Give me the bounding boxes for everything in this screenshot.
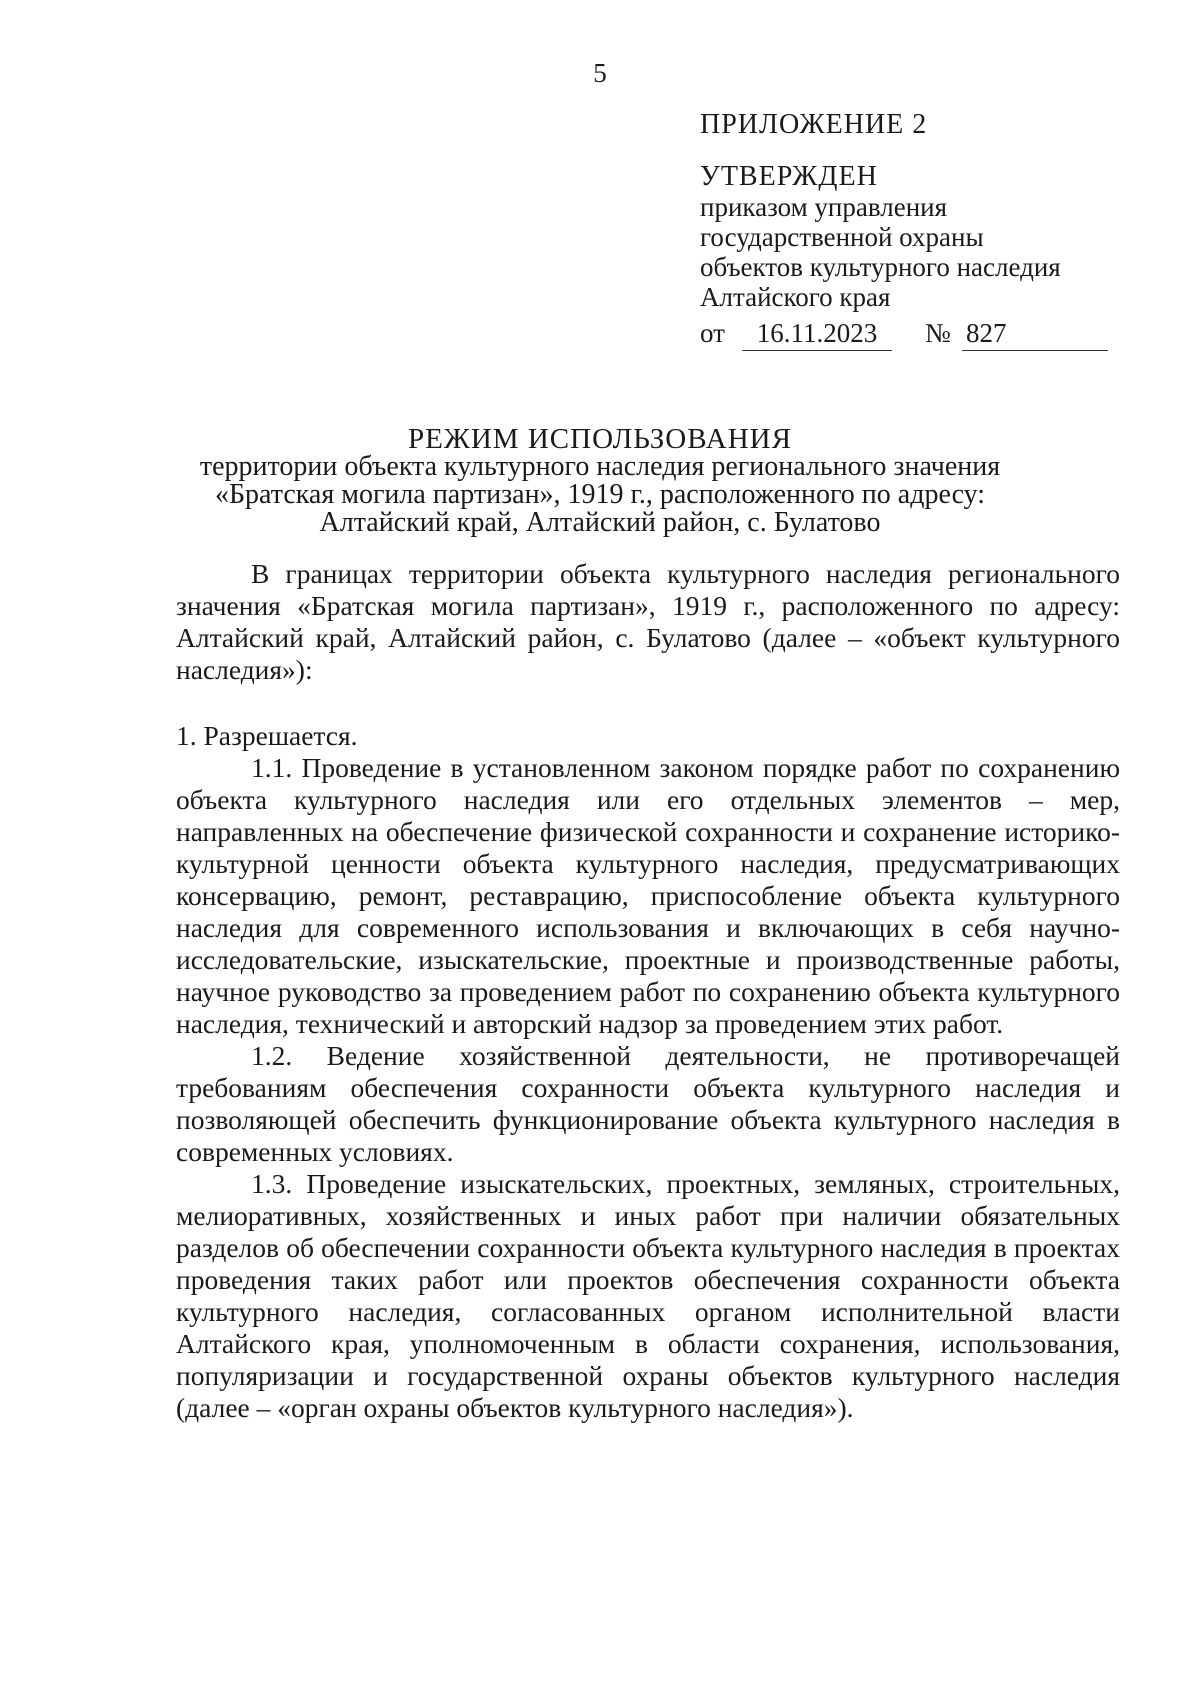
order-line: приказом управления (700, 192, 948, 222)
title-heading: РЕЖИМ ИСПОЛЬЗОВАНИЯ (408, 423, 792, 455)
order-line: Алтайского края (700, 282, 891, 312)
order-line: государственной охраны (700, 222, 984, 252)
order-line: объектов культурного наследия (700, 252, 1061, 282)
date-prefix: от (700, 318, 725, 348)
intro-paragraph: В границах территории объекта культурного наследия регионального значения «Братская могила партизан», 1919 г., расположенного по адресу: Алтайский край, Алтайский район, с. Булатово (далее – «объект культурного наследия»): (176, 558, 1120, 685)
intro-block (176, 558, 1120, 686)
appendix-label: ПРИЛОЖЕНИЕ 2 (700, 109, 928, 140)
title-line: Алтайский край, Алтайский район, с. Булатово (319, 507, 881, 538)
clause-1-1: 1.1. Проведение в установленном законом порядке работ по сохранению объекта культурного наследия или его отдельных элементов – мер, направленных на обеспечение физической сохранности и сохранение историко-культурной ценности объекта культурного наследия, предусматривающих консервацию, ремонт, реставрацию, приспособление объекта культурного наследия для современного использования и включающих в себя научно-исследовательские, изыскательские, проектные и производственные работы, научное руководство за проведением работ по сохранению объекта культурного наследия, технический и авторский надзор за проведением этих работ. (176, 752, 1120, 1039)
number-prefix: № (925, 318, 951, 348)
title-line: территории объекта культурного наследия регионального значения (199, 451, 1001, 482)
appendix-block (700, 110, 1061, 358)
document-title (0, 425, 1200, 537)
order-number: 827 (962, 318, 1108, 351)
section-heading: 1. Разрешается. (176, 720, 358, 751)
approved-label: УТВЕРЖДЕН (700, 161, 878, 192)
clause-1-3: 1.3. Проведение изыскательских, проектных, земляных, строительных, мелиоративных, хозяйственных и иных работ при наличии обязательных разделов об обеспечении сохранности объекта культурного наследия в проектах проведения таких работ или проектов обеспечения сохранности объекта культурного наследия, согласованных органом исполнительной власти Алтайского края, уполномоченным в области сохранения, использования, популяризации и государственной охраны объектов культурного наследия (далее – «орган охраны объектов культурного наследия»). (176, 1168, 1120, 1423)
section-1 (176, 720, 1120, 1424)
clause-1-2: 1.2. Ведение хозяйственной деятельности, не противоречащей требованиям обеспечения сохранности объекта культурного наследия и позволяющей обеспечить функционирование объекта культурного наследия в современных условиях. (176, 1040, 1120, 1167)
page-number: 5 (593, 58, 607, 88)
title-line: «Братская могила партизан», 1919 г., расположенного по адресу: (214, 479, 986, 510)
order-date: 16.11.2023 (742, 318, 892, 351)
date-number-line (700, 318, 1061, 358)
